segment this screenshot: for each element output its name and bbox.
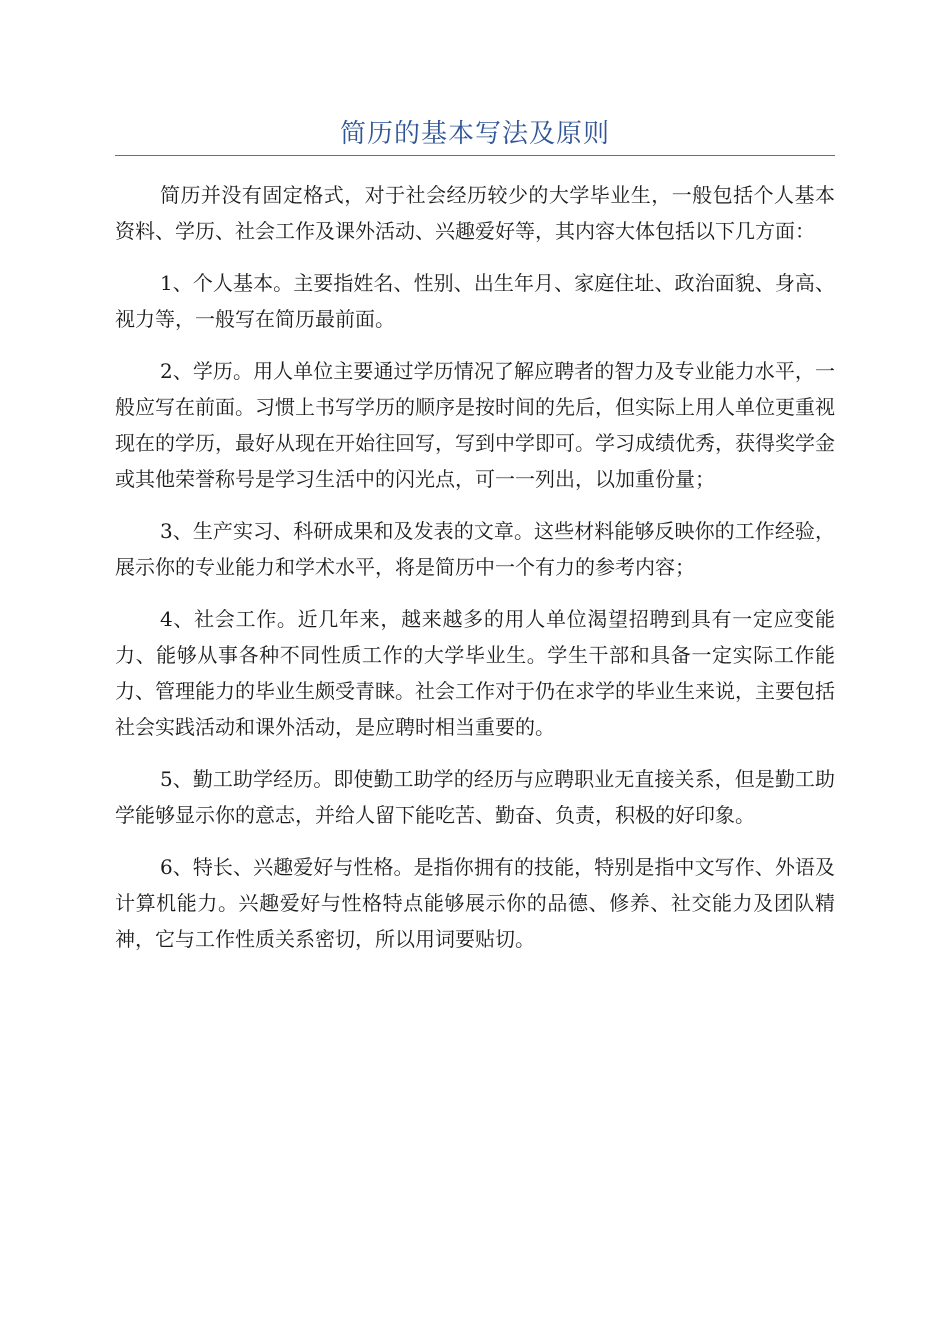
section-personal-info: 1、个人基本。主要指姓名、性别、出生年月、家庭住址、政治面貌、身高、视力等，一般写在简历最前面。 xyxy=(115,271,835,331)
intro-paragraph: 简历并没有固定格式，对于社会经历较少的大学毕业生，一般包括个人基本资料、学历、社会工作及课外活动、兴趣爱好等，其内容大体包括以下几方面： xyxy=(115,183,835,243)
section-education: 2、学历。用人单位主要通过学历情况了解应聘者的智力及专业能力水平，一般应写在前面。习惯上书写学历的顺序是按时间的先后，但实际上用人单位更重视现在的学历，最好从现在开始往回写，写到中学即可。学习成绩优秀，获得奖学金或其他荣誉称号是学习生活中的闪光点，可一一列出，以加重份量； xyxy=(115,359,835,491)
page-title: 简历的基本写法及原则 xyxy=(339,119,610,149)
document-body xyxy=(115,177,835,973)
section-work-study: 5、勤工助学经历。即使勤工助学的经历与应聘职业无直接关系，但是勤工助学能够显示你的意志，并给人留下能吃苦、勤奋、负责，积极的好印象。 xyxy=(115,767,835,827)
section-internship-research: 3、生产实习、科研成果和及发表的文章。这些材料能够反映你的工作经验，展示你的专业能力和学术水平，将是简历中一个有力的参考内容； xyxy=(115,519,835,579)
section-skills-hobbies: 6、特长、兴趣爱好与性格。是指你拥有的技能，特别是指中文写作、外语及计算机能力。兴趣爱好与性格特点能够展示你的品德、修养、社交能力及团队精神，它与工作性质关系密切，所以用词要贴切。 xyxy=(115,855,835,951)
title-underline xyxy=(115,155,835,156)
section-social-work: 4、社会工作。近几年来，越来越多的用人单位渴望招聘到具有一定应变能力、能够从事各种不同性质工作的大学毕业生。学生干部和具备一定实际工作能力、管理能力的毕业生颇受青睐。社会工作对于仍在求学的毕业生来说，主要包括社会实践活动和课外活动，是应聘时相当重要的。 xyxy=(115,607,835,739)
